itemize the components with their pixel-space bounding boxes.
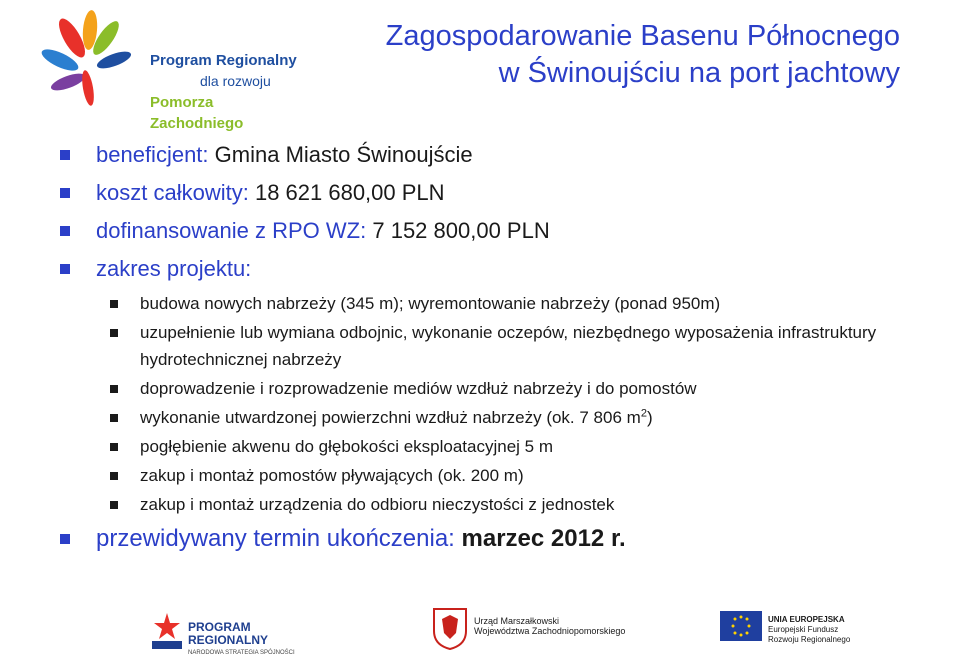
square-bullet-icon [60,264,70,274]
eu-flag-icon [720,611,762,641]
bullet-total-cost [60,174,920,212]
scope-sublist [110,290,920,518]
small-square-bullet-icon [110,443,118,451]
small-square-bullet-icon [110,414,118,422]
footer-logos [0,599,960,669]
list-item: wykonanie utwardzonej powierzchni wzdłuż nabrzeży (ok. 7 806 $m^2$) [110,404,920,431]
title-line-2: w Świnoujściu na port jachtowy [498,57,900,89]
bullet-value: 18 621 680,00 PLN [254,180,445,205]
bullet-label: przewidywany termin ukończenia: [96,525,455,552]
urzad-marszalkowski-logo [432,607,642,659]
eu-logo [720,611,940,661]
bullet-label: koszt całkowity: [96,180,249,205]
list-item: doprowadzenie i rozprowadzenie mediów wzdłuż nabrzeży i do pomostów [110,375,920,402]
list-item: pogłębienie akwenu do głębokości eksploatacyjnej 5 m [110,433,920,460]
bullet-label: beneficjent: [96,142,209,167]
footer-um-line-2: Województwa Zachodniopomorskiego [474,626,626,636]
star-flag-icon [150,609,184,653]
bullet-funding [60,212,920,250]
square-bullet-icon [60,188,70,198]
list-item: budowa nowych nabrzeży (345 m); wyremontowanie nabrzeży (ponad 950m) [110,290,920,317]
bullet-completion-date [60,520,920,558]
bullet-beneficiary [60,136,920,174]
footer-eu-line-1: UNIA EUROPEJSKA [768,615,845,624]
list-item: zakup i montaż urządzenia do odbioru nieczystości z jednostek [110,491,920,518]
program-regionalny-footer-logo [150,609,300,659]
small-square-bullet-icon [110,385,118,393]
flower-logo-icon [30,8,150,118]
footer-eu-line-3: Rozwoju Regionalnego [768,635,851,644]
title-line-1: Zagospodarowanie Basenu Północnego [385,20,900,52]
logo-line-3: Pomorza Zachodniego [150,94,244,132]
bullet-scope [60,250,920,288]
footer-eu-line-2: Europejski Fundusz [768,625,839,634]
bullet-value: 7 152 800,00 PLN [372,218,550,243]
square-bullet-icon [60,226,70,236]
footer-pr-line-2: NARODOWA STRATEGIA SPÓJNOŚCI [188,650,295,656]
bullet-label: dofinansowanie z RPO WZ: [96,218,367,243]
bullet-value: marzec 2012 r. [461,525,626,552]
bullet-value: Gmina Miasto Świnoujście [214,142,473,167]
small-square-bullet-icon [110,472,118,480]
list-item: zakup i montaż pomostów pływających (ok. 200 m) [110,462,920,489]
square-bullet-icon [60,150,70,160]
logo-line-2: dla rozwoju [200,73,271,89]
footer-um-line-1: Urząd Marszałkowski [474,616,560,626]
square-bullet-icon [60,534,70,544]
small-square-bullet-icon [110,501,118,509]
list-item: uzupełnienie lub wymiana odbojnic, wykonanie oczepów, niezbędnego wyposażenia infrastruktury hydrotechnicznej nabrzeży [110,319,920,373]
small-square-bullet-icon [110,329,118,337]
coat-of-arms-icon [432,607,468,651]
superscript: 2 [640,407,647,420]
program-regionalny-logo [30,8,300,132]
footer-pr-line-1: PROGRAM REGIONALNY [188,620,269,647]
bullet-list [60,136,920,558]
bullet-label: zakres projektu: [96,256,252,281]
logo-line-1: Program Regionalny [150,52,297,69]
page-title [386,18,900,92]
small-square-bullet-icon [110,300,118,308]
